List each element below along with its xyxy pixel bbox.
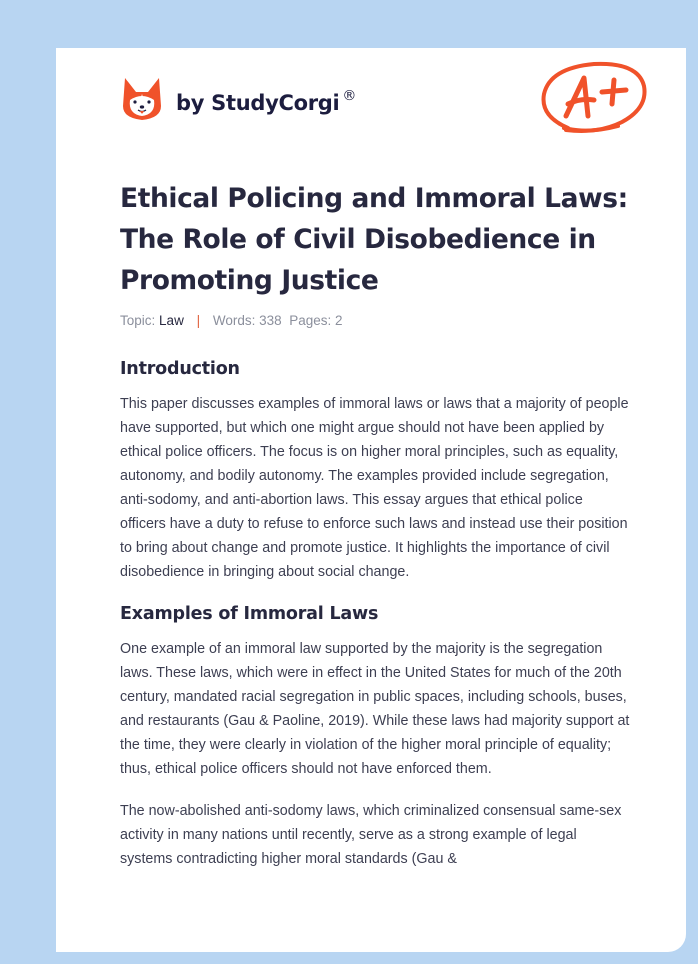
meta-separator: | (196, 313, 201, 328)
header (56, 48, 686, 168)
a-plus-grade-icon (538, 58, 650, 140)
topic-link[interactable]: Law (159, 313, 184, 328)
introduction-paragraph: This paper discusses examples of immoral laws or laws that a majority of people have supported, but which one might argue should not have been applied by ethical police officers. The focus is on higher moral principles, such as equality, autonomy, and bodily autonomy. The examples provided include segregation, anti-sodomy, and anti-abortion laws. This essay argues that ethical police officers have a duty to refuse to enforce such laws and instead use their position to bring about change and promote justice. It highlights the importance of civil disobedience in bringing about social change. (120, 396, 629, 580)
pages-label: Pages: (289, 313, 332, 328)
topic-label: Topic: (120, 313, 156, 328)
document-meta (120, 313, 632, 333)
examples-paragraph-1: One example of an immoral law supported by the majority is the segregation laws. These laws, which were in effect in the United States for much of the 20th century, mandated racial segregation in public spaces, including schools, buses, and restaurants (Gau & Paoline, 2019). While these laws had majority support at the time, they were clearly in violation of the higher moral principle of equality; thus, ethical police officers should not have enforced them. (120, 641, 630, 777)
examples-paragraph-2: The now-abolished anti-sodomy laws, which criminalized consensual same-sex activity in many nations until recently, serve as a strong example of legal systems contradicting higher moral standards (Gau & (120, 803, 622, 867)
section-heading-examples: Examples of Immoral Laws (120, 604, 379, 624)
section-heading-introduction: Introduction (120, 359, 240, 379)
pages-count: 2 (334, 313, 343, 328)
studycorgi-logo[interactable] (122, 76, 356, 122)
document-card (56, 48, 686, 952)
words-label: Words: (212, 313, 256, 328)
document-content (120, 178, 632, 871)
words-count: 338 (259, 313, 282, 328)
brand-name: by StudyCorgi ® (176, 88, 357, 115)
corgi-logo-icon (122, 76, 162, 122)
document-title: Ethical Policing and Immoral Laws: The Role of Civil Disobedience in Promoting Justice (120, 183, 628, 296)
registered-mark: ® (342, 88, 357, 104)
